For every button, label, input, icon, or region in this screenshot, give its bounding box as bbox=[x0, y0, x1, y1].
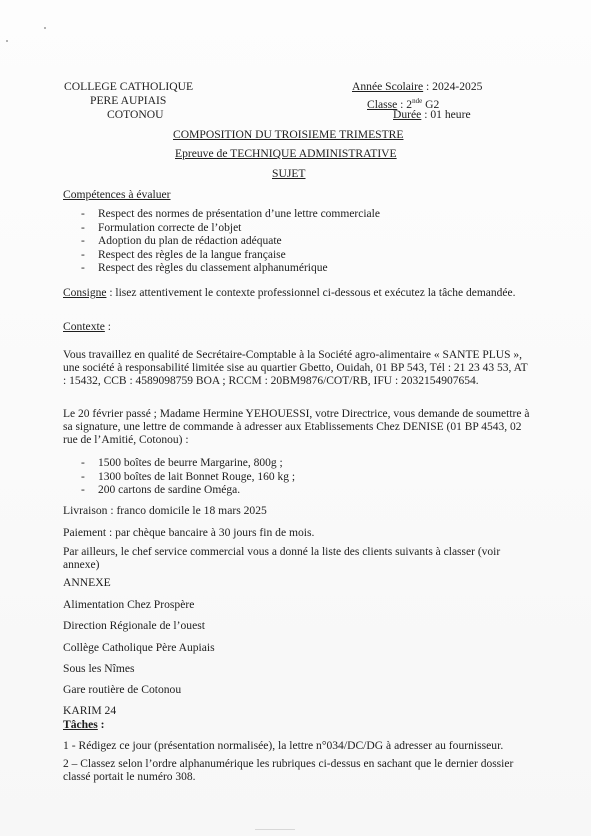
epreuve-title: Epreuve de TECHNIQUE ADMINISTRATIVE bbox=[175, 147, 397, 160]
order-list bbox=[63, 457, 531, 498]
paper-speck bbox=[44, 27, 46, 29]
annee-label: Année Scolaire bbox=[352, 80, 424, 93]
annexe-heading: ANNEXE bbox=[63, 576, 111, 589]
list-item: - Adoption du plan de rédaction adéquate bbox=[63, 235, 531, 249]
contexte-paragraph: Vous travaillez en qualité de Secrétaire-Comptable à la Société agro-alimentaire « SANTE PLUS », une société à responsabilité limitée sise au quartier Gbetto, Ouidah, 01 BP 543, Tél : 21 23 43 53, AT : 15432, CCB : 4589098759 BOA ; RCCM : 20BM9876/COT/RB, IFU : 2032154907654. bbox=[63, 349, 528, 387]
list-item: KARIM 24 bbox=[63, 704, 117, 717]
tache-2: 2 – Classez selon l’ordre alphanumérique les rubriques ci-dessus en sachant que le dernier dossier classé portait le numéro 308. bbox=[63, 758, 514, 783]
list-item: - 1500 boîtes de beurre Margarine, 800g ; bbox=[63, 457, 531, 471]
livraison: Livraison : franco domicile le 18 mars 2025 bbox=[63, 504, 267, 517]
list-item: Collège Catholique Père Aupiais bbox=[63, 641, 215, 654]
classe-value: : 2nde G2 bbox=[397, 97, 440, 111]
paiement: Paiement : par chèque bancaire à 30 jours fin de mois. bbox=[63, 526, 315, 539]
mission-paragraph: Le 20 février passé ; Madame Hermine YEHOUESSI, votre Directrice, vous demande de soumettre à sa signature, une lettre de commande à adresser aux Etablissements Chez DENISE (01 BP 4543, 02 rue de l’Amitié, Cotonou) : bbox=[63, 408, 530, 446]
duree bbox=[393, 108, 471, 122]
school-name: COLLEGE CATHOLIQUE bbox=[64, 80, 194, 93]
consigne bbox=[63, 287, 531, 300]
taches-heading bbox=[63, 718, 105, 732]
competences-list bbox=[63, 208, 531, 276]
list-item: Sous les Nîmes bbox=[63, 662, 135, 675]
list-item: - Respect des règles du classement alphanumérique bbox=[63, 262, 531, 276]
scan-mark bbox=[255, 829, 295, 830]
annee-scolaire bbox=[352, 80, 482, 94]
school-city: COTONOU bbox=[107, 108, 164, 121]
competences-heading: Compétences à évaluer bbox=[63, 188, 171, 201]
classe-superscript: nde bbox=[412, 97, 423, 105]
annee-value: : 2024-2025 bbox=[423, 80, 483, 93]
list-item: - Respect des normes de présentation d’une lettre commerciale bbox=[63, 208, 531, 222]
list-item: - Formulation correcte de l’objet bbox=[63, 222, 531, 236]
contexte-colon: : bbox=[104, 320, 111, 333]
classe-label: Classe bbox=[367, 97, 398, 111]
list-item: Alimentation Chez Prospère bbox=[63, 598, 195, 611]
list-item: Gare routière de Cotonou bbox=[63, 683, 182, 696]
paper-speck bbox=[6, 40, 8, 42]
duree-label: Durée bbox=[393, 108, 422, 121]
par-ailleurs: Par ailleurs, le chef service commercial vous a donné la liste des clients suivants à classer (voir annexe) bbox=[63, 546, 501, 571]
tache-1: 1 - Rédigez ce jour (présentation normalisée), la lettre n°034/DC/DG à adresser au fournisseur. bbox=[63, 739, 504, 752]
contexte-heading bbox=[63, 320, 111, 334]
taches-label: Tâches bbox=[63, 718, 98, 731]
sujet-title: SUJET bbox=[272, 167, 306, 180]
taches-colon: : bbox=[97, 718, 105, 731]
duree-value: : 01 heure bbox=[421, 108, 471, 121]
list-item: - Respect des règles de la langue française bbox=[63, 249, 531, 263]
consigne-text: : lisez attentivement le contexte professionnel ci-dessous et exécutez la tâche demandée. bbox=[106, 287, 516, 299]
list-item: Direction Régionale de l’ouest bbox=[63, 619, 205, 632]
consigne-label: Consigne bbox=[63, 287, 107, 299]
composition-title: COMPOSITION DU TROISIEME TRIMESTRE bbox=[173, 128, 404, 141]
school-name: PERE AUPIAIS bbox=[90, 94, 167, 107]
list-item: - 200 cartons de sardine Oméga. bbox=[63, 484, 531, 498]
list-item: - 1300 boîtes de lait Bonnet Rouge, 160 kg ; bbox=[63, 471, 531, 485]
contexte-label: Contexte bbox=[63, 320, 105, 333]
